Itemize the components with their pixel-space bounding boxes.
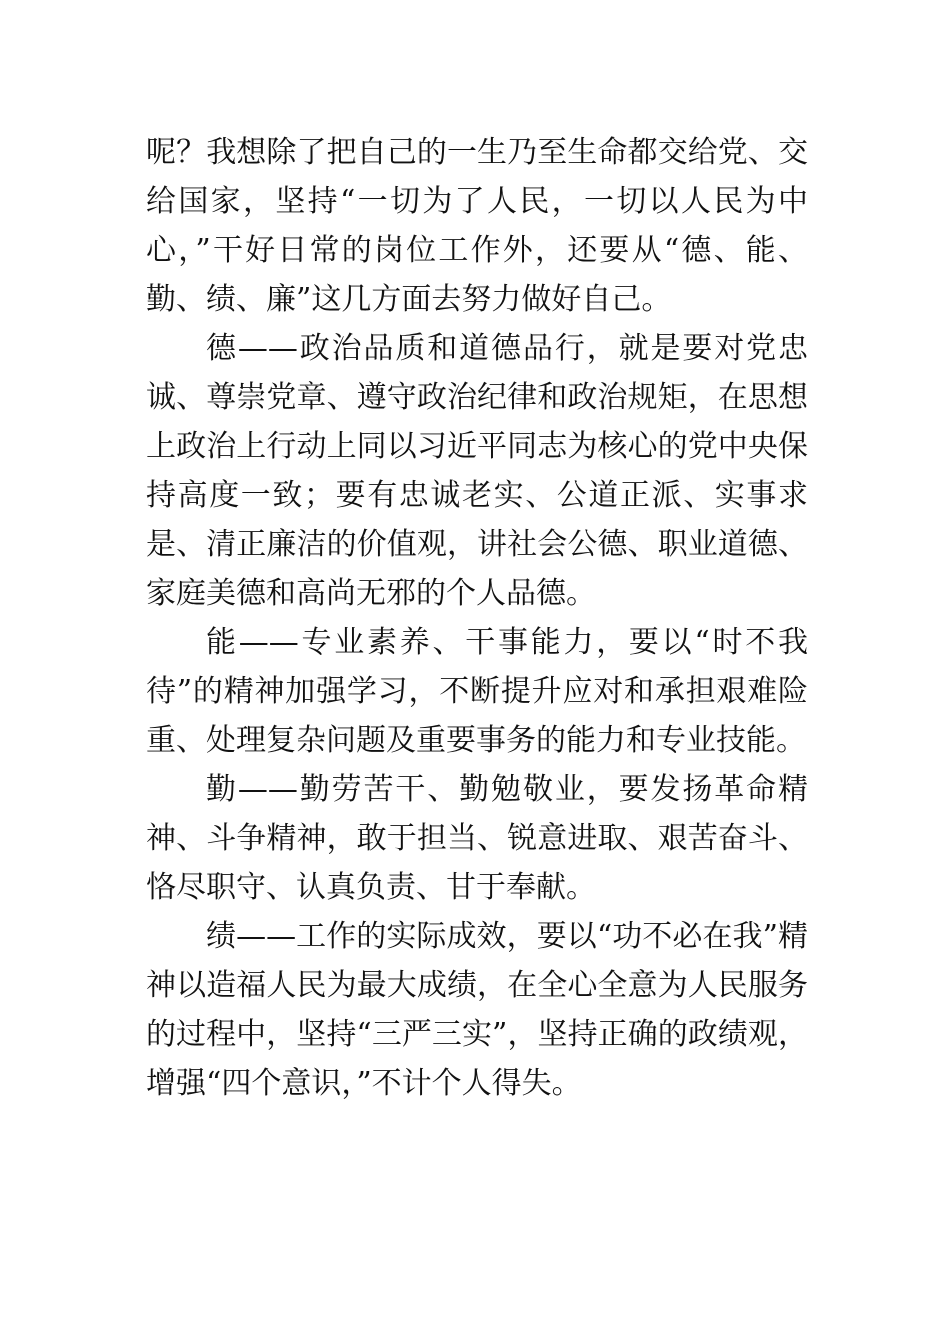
paragraph-continuation: 呢？我想除了把自己的一生乃至生命都交给党、交给国家，坚持“一切为了人民，一切以人民为中心，”干好日常的岗位工作外，还要从“德、能、勤、绩、廉”这几方面去努力做好自己。 (146, 135, 808, 317)
paragraph-neng: 能——专业素养、干事能力，要以“时不我待”的精神加强学习，不断提升应对和承担艰难险重、处理复杂问题及重要事务的能力和专业技能。 (146, 625, 808, 758)
paragraph-de: 德——政治品质和道德品行，就是要对党忠诚、尊崇党章、遵守政治纪律和政治规矩，在思想上政治上行动上同以习近平同志为核心的党中央保持高度一致；要有忠诚老实、公道正派、实事求是、清正廉洁的价值观，讲社会公德、职业道德、家庭美德和高尚无邪的个人品德。 (146, 331, 808, 611)
paragraph-qin: 勤——勤劳苦干、勤勉敬业，要发扬革命精神、斗争精神，敢于担当、锐意进取、艰苦奋斗、恪尽职守、认真负责、甘于奉献。 (146, 772, 808, 905)
paragraph-ji: 绩——工作的实际成效，要以“功不必在我”精神以造福人民为最大成绩，在全心全意为人民服务的过程中，坚持“三严三实”，坚持正确的政绩观，增强“四个意识，”不计个人得失。 (146, 919, 808, 1101)
document-body (146, 128, 808, 1108)
